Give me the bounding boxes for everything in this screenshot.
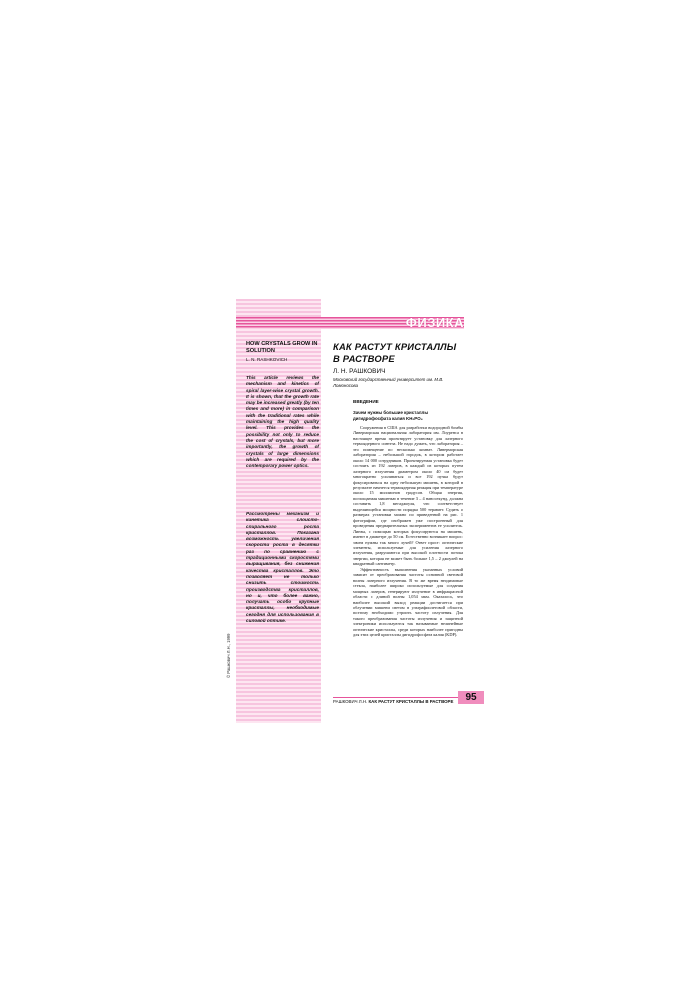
section-title: ФИЗИКА xyxy=(405,315,464,330)
footer-rule xyxy=(333,697,464,698)
epigraph: Зачем нужны большие кристаллы дигидрофосфата калия KH₂PO₄ xyxy=(353,410,429,421)
author-affiliation: Московский государственный университет им. М.В. Ломоносова xyxy=(333,377,444,388)
body-paragraph: Сооружения в США для разработки водородной бомбы Ливерморская национальная лаборатория им. Лоуренса в настоящее время проектирует установку для лазерного термоядерного синтеза. Не надо думать, что лаборатория – это помещение по несколько комнат. Ливерморская лаборатория – небольшой городок, в котором работает около 14 000 сотрудников. Проектируемая установка будет состоять из 192 лазеров, в каждый из которых путем лазерного излучения диаметром около 40 см будет многократно усиливаться и все 192 пучка будут фокусироваться на одну небольшую мишень, в которой в результате начнется термоядерная реакция при температуре около 15 миллионов градусов. Общая энергия, поглощаемая мишенью в течение 3 – 4 наносекунд, должна составить 1,8 мегаджоуля, что соответствует выделяющейся мощности порядка 500 тераватт. Судить о размерах установки можно по приведенной на рис. 1 фотографии, где изображен уже построенный для проведения предварительных экспериментов ее усилитель. Линзы, с помощью которых фокусируются на мишень, имеют в диаметре до 50 см. Естественно возникает вопрос: зачем нужны так много лучей? Ответ прост: оптические элементы, используемые для усиления лазерного излучения, разрушаются при высокой плотности потока энергии, которая не может быть больше 1,5 – 2 джоулей на квадратный сантиметр. xyxy=(353,425,463,567)
body-paragraph: Эффективность выполнения указанных условий зависит от преобразования частоты основной световой волны лазерного излучения. В то же время неодимовые стекла, наиболее широко используемые для создания мощных лазеров, генерируют излучение в инфракрасной области с длиной волны 1,054 мкм. Оказалось, что наиболее высокий выход реакции достигается при облучении мишени светом в ультрафиолетовой области, поэтому необходимо утроить частоту излучения. Для такого преобразования частоты излучения и защитной электроники используются так называемые нелинейные оптические кристаллы, среди которых наиболее пригодны для этих целей кристаллы дигидрофосфата калия (KDP). xyxy=(353,566,463,638)
running-footer xyxy=(333,699,453,705)
english-author: L. N. RASHKOVICH xyxy=(246,357,288,362)
copyright-note: © Рашкович Л.Н., 1999 xyxy=(226,633,231,678)
english-abstract: This article reviews the mechanism and kinetics of spiral layer-wise crystal growth. It is shown, that the growth rate may be increased greatly (by ten times and more) in comparison with the traditional rates while maintaining the high quality level. This provides the possibility not only to reduce the cost of crystals, but more importantly, the growth of crystals of large dimensions which are required by the contemporary power optics. xyxy=(246,375,319,469)
english-title: HOW CRYSTALS GROW IN SOLUTION xyxy=(246,341,318,354)
article-title: КАК РАСТУТ КРИСТАЛЛЫ В РАСТВОРЕ xyxy=(333,341,457,364)
article-author: Л. Н. РАШКОВИЧ xyxy=(333,368,386,375)
intro-heading: ВВЕДЕНИЕ xyxy=(353,399,379,404)
footer-title: КАК РАСТУТ КРИСТАЛЛЫ В РАСТВОРЕ xyxy=(368,699,454,704)
article-body xyxy=(353,425,463,638)
page-number: 95 xyxy=(458,691,484,704)
footer-author: РАШКОВИЧ Л.Н. xyxy=(333,699,368,704)
russian-abstract: Рассмотрены механизм и кинетика слоисто-спирального роста кристаллов. Показана возможность увеличения скорости роста в десятки раз по сравнению с традиционными скоростями выращивания, без снижения качества кристаллов. Это позволяет не только снизить стоимость производства кристаллов, но и, что более важно, получать особо крупные кристаллы, необходимые сегодня для использования в силовой оптике. xyxy=(246,511,319,624)
